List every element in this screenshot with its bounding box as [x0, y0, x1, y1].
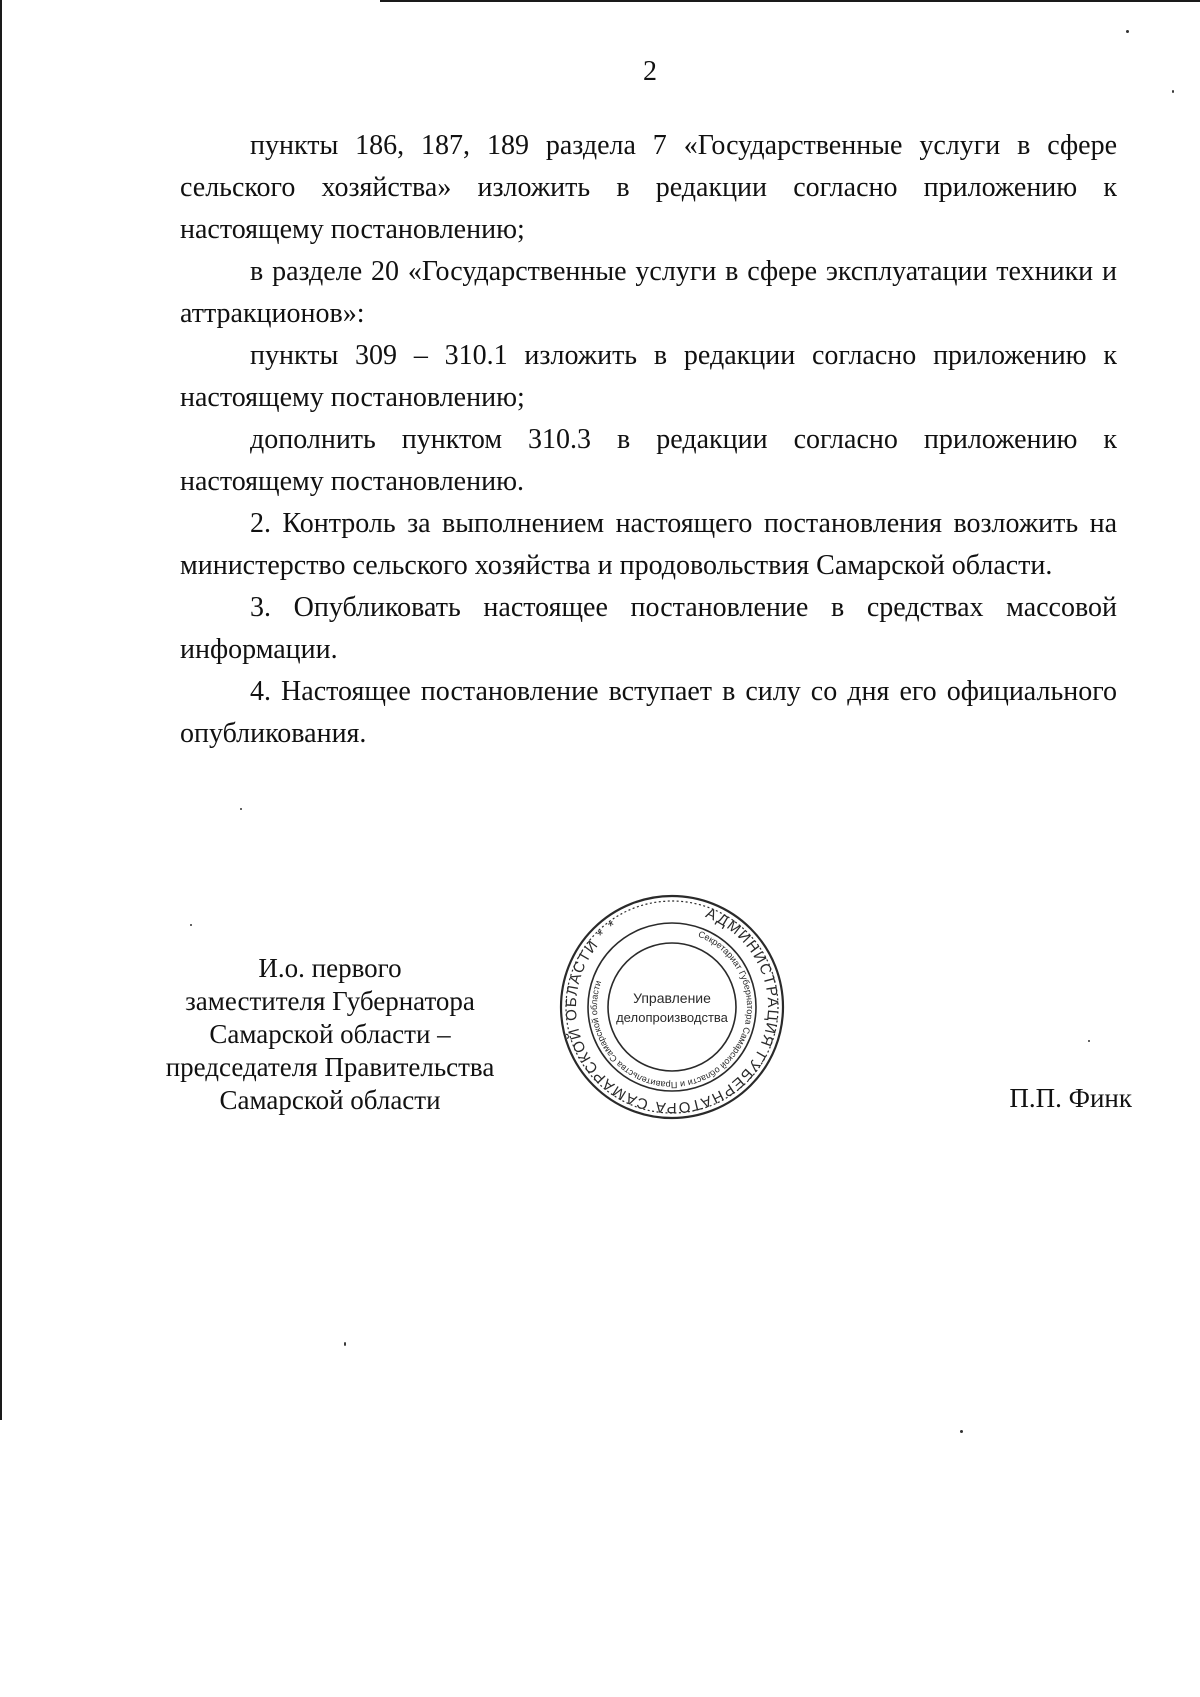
- page-left-edge: [0, 0, 2, 1420]
- signatory-title: [140, 952, 520, 1117]
- official-seal-stamp: [557, 892, 787, 1122]
- signatory-title-line: заместителя Губернатора: [185, 986, 475, 1016]
- signatory-title-line: председателя Правительства: [165, 1052, 495, 1082]
- scan-speck: [240, 808, 242, 810]
- seal-outer-text: АДМИНИСТРАЦИЯ ГУБЕРНАТОРА САМАРСКОЙ ОБЛАСТИ * *: [562, 904, 782, 1117]
- signatory-name: П.П. Финк: [1009, 1083, 1132, 1113]
- seal-inner-text: Секретариат Губернатора Самарской области и Правительства Самарской области: [588, 929, 756, 1091]
- scan-speck: [344, 1342, 346, 1346]
- page-number: 2: [643, 56, 657, 87]
- scan-speck: [1172, 90, 1174, 93]
- scan-speck: [1088, 1040, 1090, 1042]
- paragraph-control: 2. Контроль за выполнением настоящего постановления возложить на министерство сельского хозяйства и продовольствия Самарской области.: [180, 508, 1117, 581]
- paragraph-items-309-310: пункты 309 – 310.1 изложить в редакции согласно приложению к настоящему постановлению;: [180, 340, 1117, 413]
- scan-speck: [1126, 30, 1129, 33]
- paragraph-item-310-3: дополнить пунктом 310.3 в редакции согласно приложению к настоящему постановлению.: [180, 424, 1117, 497]
- paragraph-items-186-189: пункты 186, 187, 189 раздела 7 «Государственные услуги в сфере сельского хозяйства» изложить в редакции согласно приложению к настоящему постановлению;: [180, 130, 1117, 245]
- page-top-edge: [380, 0, 1200, 2]
- scan-speck: [960, 1430, 963, 1433]
- signatory-title-line: Самарской области –: [209, 1019, 451, 1049]
- signatory-title-line: И.о. первого: [258, 953, 402, 983]
- paragraph-publish: 3. Опубликовать настоящее постановление в средствах массовой информации.: [180, 592, 1117, 665]
- paragraph-section-20: в разделе 20 «Государственные услуги в сфере эксплуатации техники и аттракционов»:: [180, 256, 1117, 329]
- document-body: [180, 125, 1117, 755]
- seal-center-line: делопроизводства: [616, 1010, 728, 1025]
- signatory-title-line: Самарской области: [219, 1085, 441, 1115]
- paragraph-effective: 4. Настоящее постановление вступает в силу со дня его официального опубликования.: [180, 676, 1117, 749]
- seal-center-line: Управление: [633, 990, 711, 1006]
- scan-speck: [190, 924, 192, 926]
